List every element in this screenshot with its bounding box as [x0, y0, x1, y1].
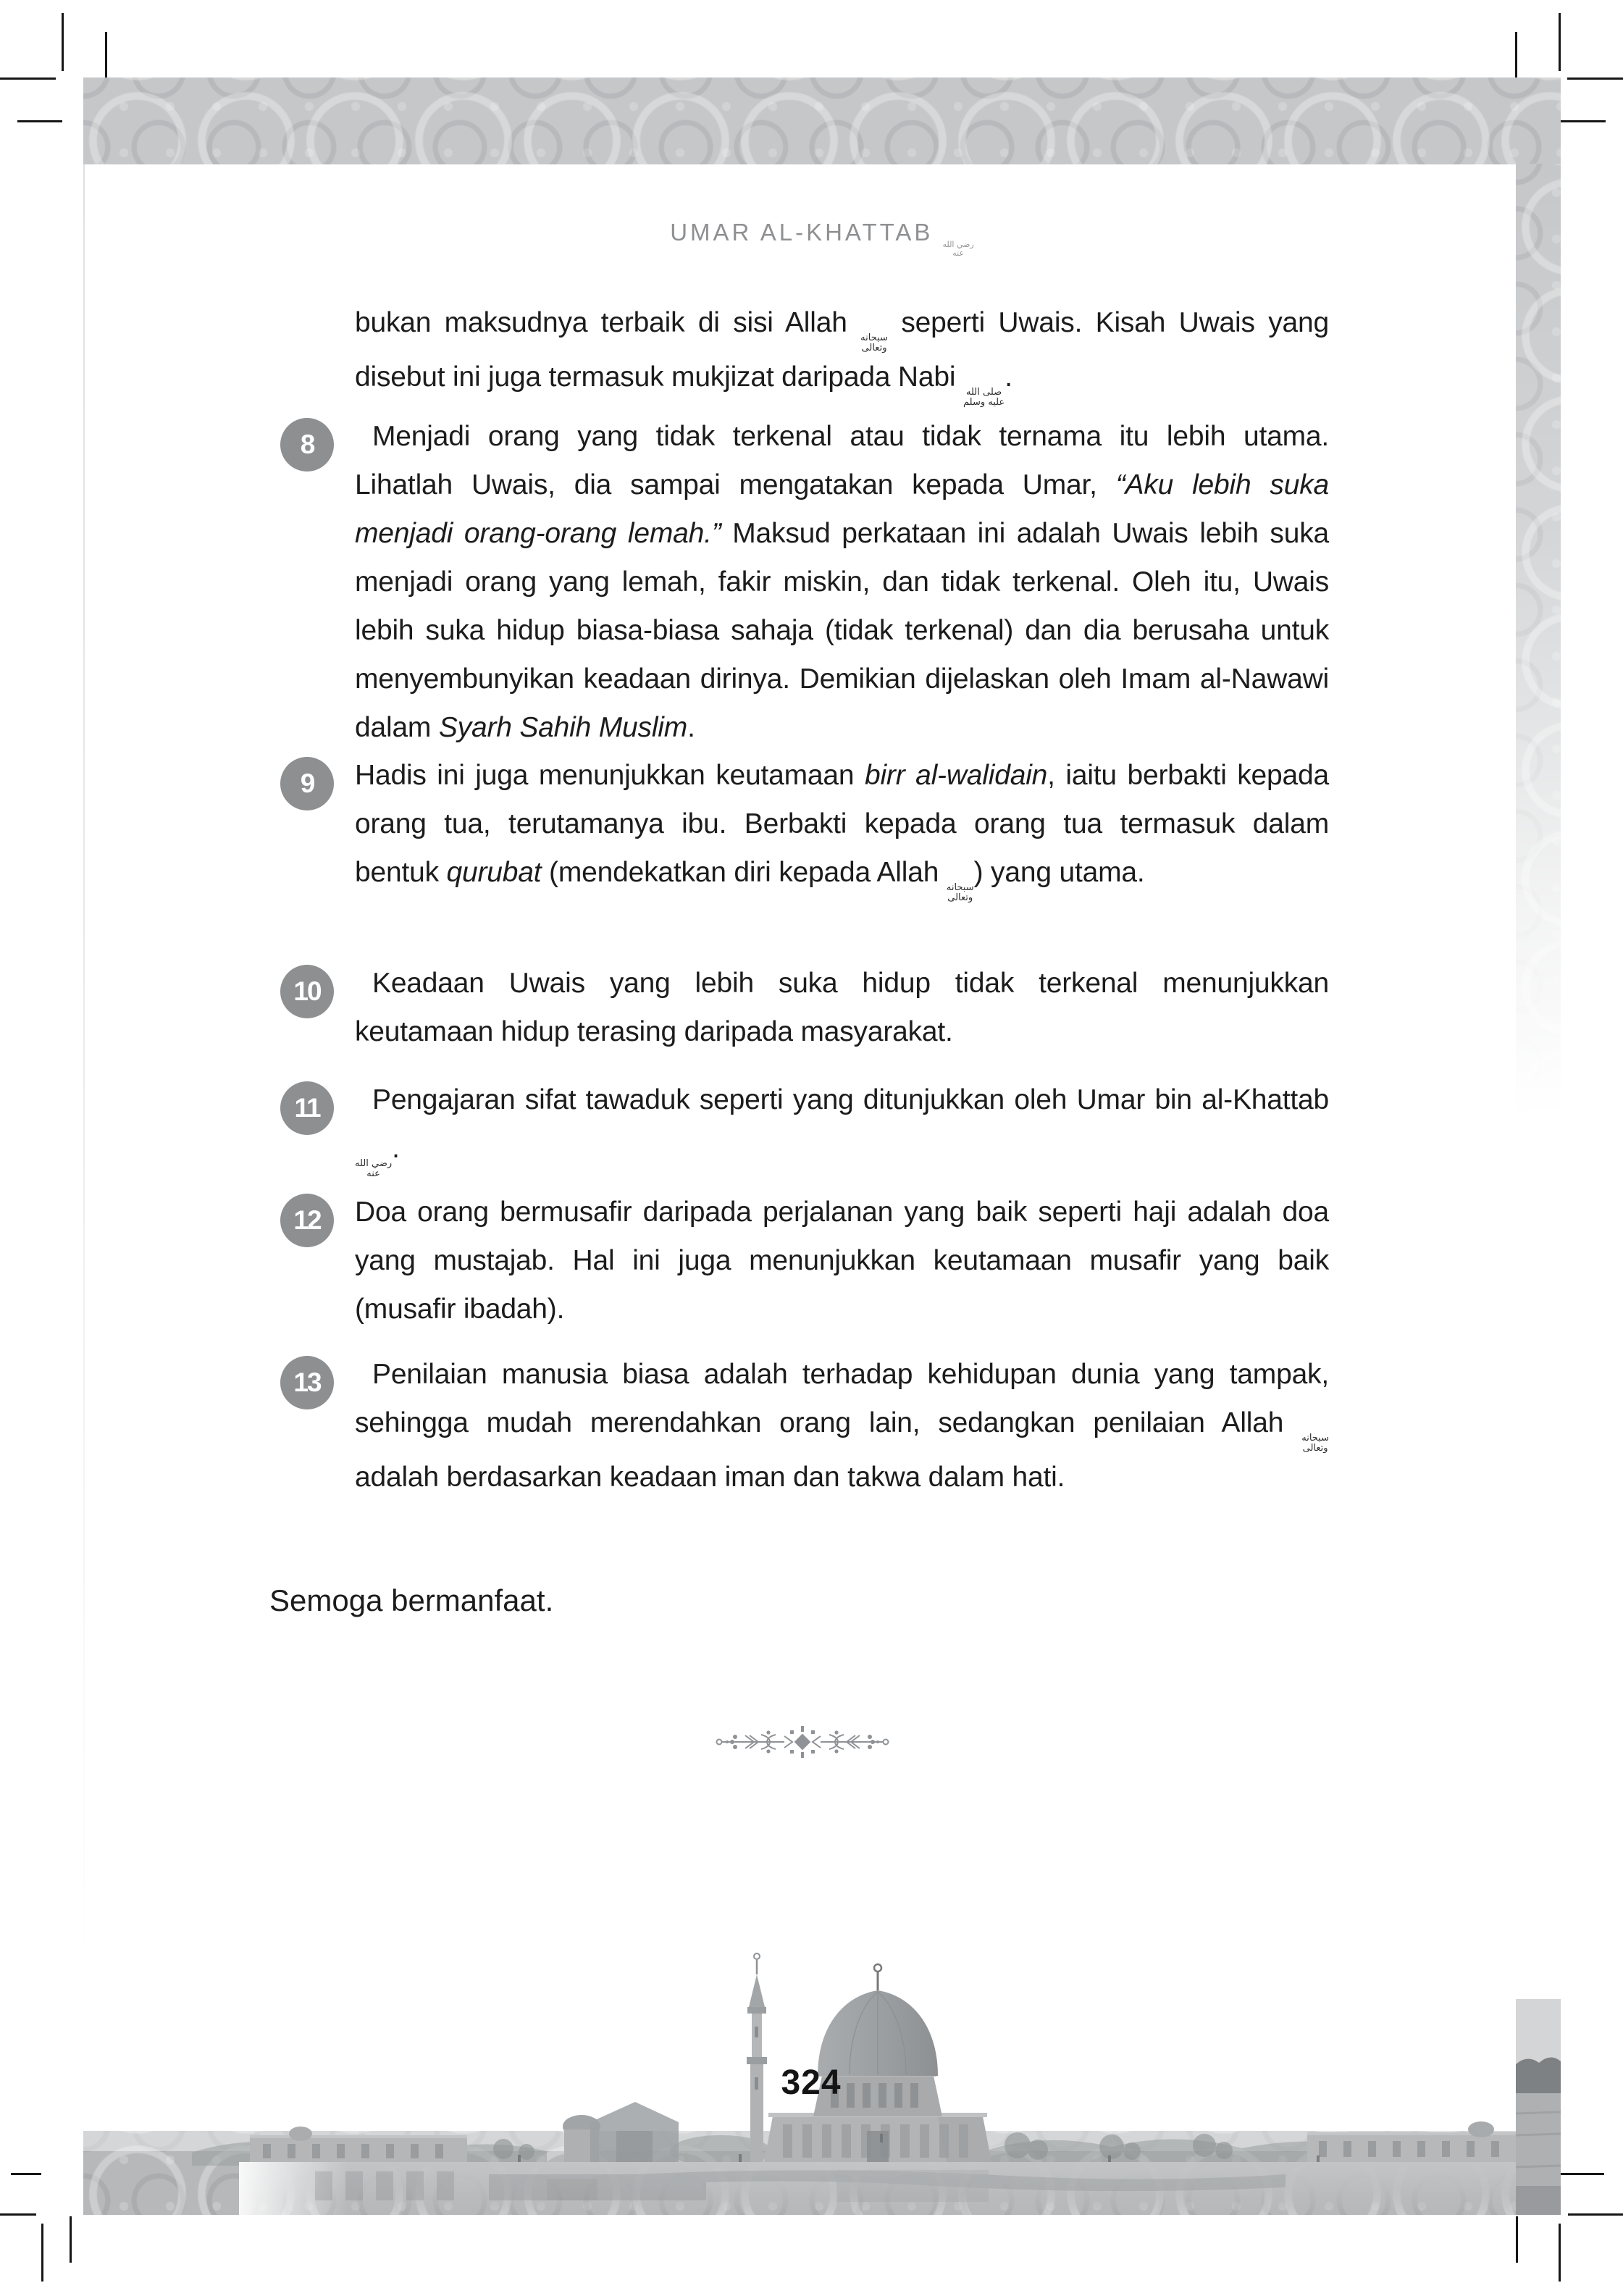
point-number-badge [280, 757, 334, 810]
point-text: Doa orang bermusafir daripada perjalanan yang baik seperti haji adalah doa yang mustajab. Hal ini juga menunjukkan keutamaan musafir yang baik (musafir ibadah). [355, 1197, 1329, 1325]
left-arcade-building [250, 2127, 467, 2163]
intro-paragraph: bukan maksudnya terbaik di sisi Allah سبحانه وتعالى seperti Uwais. Kisah Uwais yang disebut ini juga termasuk mukjizat daripada Nabi صلى الله عليه وسلم . [355, 307, 1329, 408]
point-number-badge [280, 1194, 334, 1247]
point-number-badge [280, 965, 334, 1018]
honorific-swt-icon: سبحانه وتعالى [1301, 1433, 1329, 1454]
honorific-swt-icon: سبحانه وتعالى [860, 332, 888, 353]
right-decorative-strip [1516, 164, 1561, 1199]
right-arcade-building [1307, 2121, 1516, 2163]
honorific-ra-icon: رضي الله عنه [355, 1158, 393, 1179]
section-divider-ornament [712, 1724, 893, 1760]
point-text: Penilaian manusia biasa adalah terhadap kehidupan dunia yang tampak, sehingga mudah merendahkan orang lain, sedangkan penilaian Allah سبحانه وتعالى adalah berdasarkan keadaan iman dan takwa dalam hati. [355, 1359, 1329, 1493]
page-fold-edge [83, 164, 85, 1961]
point-number: 10 [293, 976, 321, 1006]
point-number-badge [280, 1356, 334, 1409]
point-number-badge [280, 418, 334, 472]
header-honorific-slot [942, 219, 974, 258]
page-number: 324 [781, 2064, 842, 2102]
point-number: 8 [300, 430, 314, 459]
page-header [83, 219, 1561, 257]
top-decorative-band [83, 77, 1561, 164]
commentary-point [280, 751, 1329, 902]
commentary-point [280, 1076, 1329, 1178]
page-title: UMAR AL-KHATTAB [670, 219, 934, 246]
right-photo-bleed [1516, 1999, 1561, 2215]
honorific-saw-icon: صلى الله عليه وسلم [963, 387, 1005, 408]
point-text: Hadis ini juga menunjukkan keutamaan birr al-walidain, iaitu berbakti kepada orang tua, terutamanya ibu. Berbakti kepada orang tua termasuk dalam bentuk qurubat (mendekatkan diri kepada Allah سبحانه وتعالى ) yang utama. [355, 760, 1330, 903]
point-number: 11 [294, 1093, 320, 1123]
commentary-point [280, 1188, 1329, 1333]
commentary-point [280, 1350, 1329, 1501]
honorific-swt-icon: سبحانه وتعالى [946, 882, 974, 903]
point-text: Menjadi orang yang tidak terkenal atau tidak ternama itu lebih utama. Lihatlah Uwais, dia sampai mengatakan kepada Umar, “Aku lebih suka menjadi orang-orang lemah.” Maksud perkataan ini adalah Uwais lebih suka menjadi orang yang lemah, fakir miskin, dan tidak terkenal. Oleh itu, Uwais lebih suka hidup biasa-biasa sahaja (tidak terkenal) dan dia berusaha untuk menyembunyikan keadaan dirinya. Demikian dijelaskan oleh Imam al-Nawawi dalam Syarh Sahih Muslim. [355, 421, 1330, 743]
point-number-badge [280, 1081, 334, 1135]
point-text: Keadaan Uwais yang lebih suka hidup tidak terkenal menunjukkan keutamaan hidup terasing daripada masyarakat. [355, 968, 1329, 1047]
minaret [747, 1953, 767, 2163]
side-buildings [563, 2102, 679, 2163]
commentary-point [280, 959, 1329, 1056]
point-text: Pengajaran sifat tawaduk seperti yang ditunjukkan oleh Umar bin al-Khattab رضي الله عنه . [355, 1084, 1329, 1179]
point-number: 9 [300, 768, 314, 798]
honorific-ra-icon: رضي الله عنه [942, 240, 974, 258]
commentary-point [280, 412, 1329, 752]
closing-text: Semoga bermanfaat. [269, 1583, 554, 1617]
point-number: 12 [293, 1205, 321, 1235]
point-number: 13 [293, 1367, 321, 1397]
